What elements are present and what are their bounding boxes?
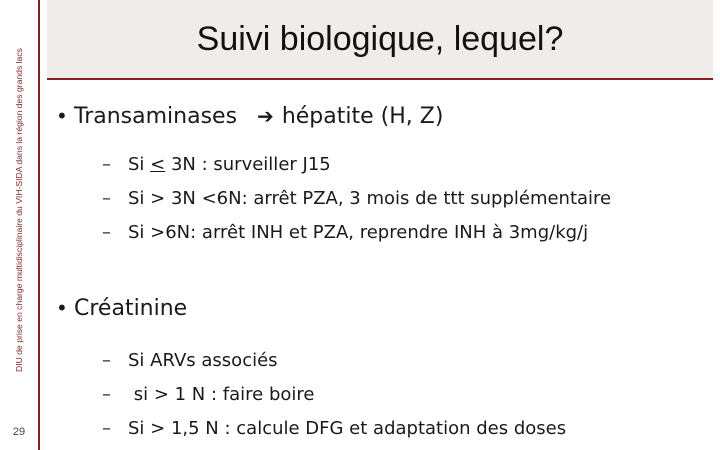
list-item (102, 216, 706, 250)
list-item (102, 148, 706, 182)
left-sidebar (0, 0, 40, 450)
dash-icon: – (102, 418, 111, 439)
bullet-transaminases (56, 96, 706, 136)
title-bar (47, 0, 713, 80)
dash-icon: – (102, 384, 111, 405)
bullet-label: Créatinine (74, 295, 188, 321)
bullet-dot-icon: • (56, 296, 68, 320)
subitem-text: si > 1 N : faire boire (128, 384, 315, 405)
subitem-text: Si ARVs associés (128, 350, 278, 371)
subitem-underlined: < (150, 154, 166, 175)
subitem-text: Si >6N: arrêt INH et PZA, reprendre INH à 3mg/kg/j (128, 222, 589, 243)
slide-content (56, 96, 706, 446)
transaminases-sublist (102, 148, 706, 250)
list-item (102, 412, 706, 446)
dash-icon: – (102, 188, 111, 209)
bullet-creatinine (56, 288, 706, 328)
bullet-label: Transaminases (74, 103, 238, 129)
dash-icon: – (102, 154, 111, 175)
slide-title: Suivi biologique, lequel? (196, 19, 564, 58)
bullet-dot-icon: • (56, 104, 68, 128)
arrow-right-icon: ➔ (257, 104, 274, 128)
subitem-text-post: 3N : surveiller J15 (165, 154, 331, 175)
list-item (102, 182, 706, 216)
list-item (102, 344, 706, 378)
vertical-course-title: DIU de prise en charge multidisciplinaire du VIH-SIDA dans la région des grands lacs (14, 48, 24, 372)
creatinine-sublist (102, 344, 706, 446)
dash-icon: – (102, 222, 111, 243)
subitem-text-pre: Si (128, 154, 151, 175)
page-number: 29 (12, 426, 26, 438)
sidebar-divider (38, 0, 40, 450)
bullet-arrow-text: hépatite (H, Z) (281, 103, 444, 129)
dash-icon: – (102, 350, 111, 371)
subitem-text: Si > 3N <6N: arrêt PZA, 3 mois de ttt supplémentaire (128, 188, 612, 209)
subitem-text: Si > 1,5 N : calcule DFG et adaptation des doses (128, 418, 567, 439)
list-item (102, 378, 706, 412)
